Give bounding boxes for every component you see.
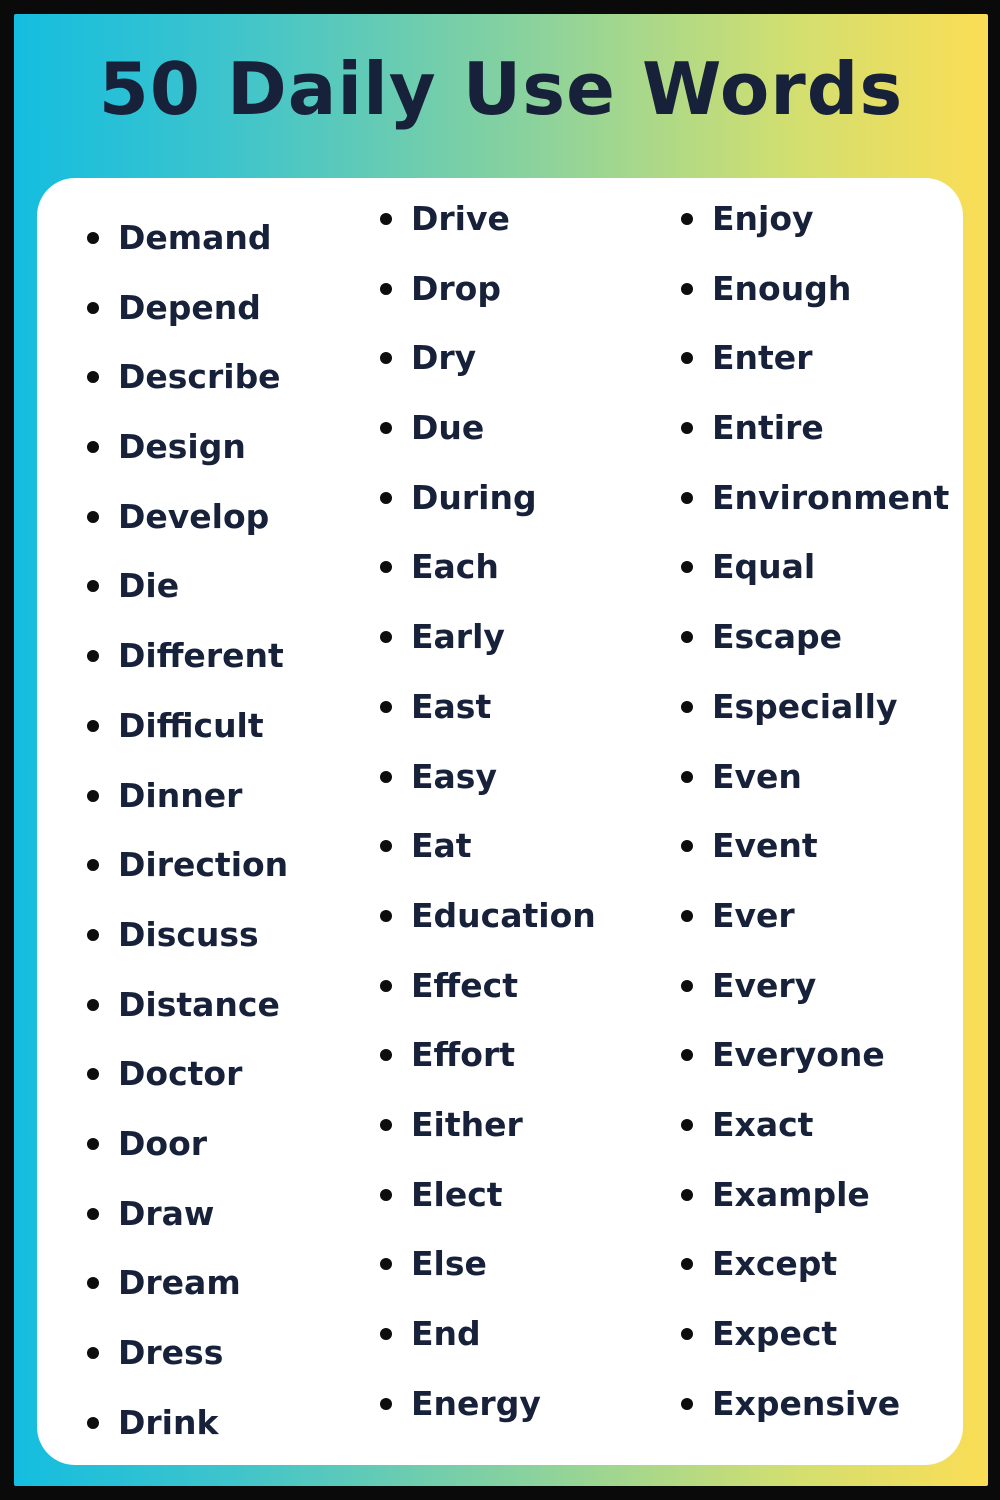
word-text: Drive bbox=[411, 199, 510, 238]
bullet-icon bbox=[380, 631, 392, 643]
bullet-icon bbox=[681, 771, 693, 783]
word-list-item bbox=[380, 896, 596, 966]
word-list-item bbox=[87, 288, 288, 358]
word-text: Every bbox=[712, 965, 817, 1005]
word-list-item bbox=[681, 408, 949, 478]
word-text: Enough bbox=[712, 268, 852, 308]
bullet-icon bbox=[380, 1398, 392, 1410]
word-text: Drink bbox=[118, 1402, 219, 1442]
bullet-icon bbox=[681, 910, 693, 922]
word-list-item bbox=[87, 1263, 288, 1333]
word-list-item bbox=[380, 269, 596, 339]
word-text: Except bbox=[712, 1244, 838, 1284]
word-list-item bbox=[681, 687, 949, 757]
word-list-item bbox=[87, 636, 288, 706]
word-text: Either bbox=[411, 1104, 523, 1144]
bullet-icon bbox=[681, 1049, 693, 1061]
word-text: Ever bbox=[712, 895, 795, 935]
bullet-icon bbox=[87, 859, 99, 871]
word-list-item bbox=[681, 1314, 949, 1384]
bullet-icon bbox=[380, 1049, 392, 1061]
word-text: East bbox=[411, 686, 492, 726]
bullet-icon bbox=[681, 1398, 693, 1410]
word-list-item bbox=[87, 1403, 288, 1473]
word-list-item bbox=[87, 566, 288, 636]
bullet-icon bbox=[681, 492, 693, 504]
word-text: Dry bbox=[411, 338, 477, 378]
bullet-icon bbox=[380, 1119, 392, 1131]
bullet-icon bbox=[87, 1417, 99, 1429]
bullet-icon bbox=[87, 232, 99, 244]
word-list-item bbox=[87, 845, 288, 915]
bullet-icon bbox=[87, 371, 99, 383]
word-list-item bbox=[681, 338, 949, 408]
bullet-icon bbox=[380, 492, 392, 504]
bullet-icon bbox=[681, 840, 693, 852]
bullet-icon bbox=[681, 561, 693, 573]
bullet-icon bbox=[681, 213, 693, 225]
bullet-icon bbox=[380, 283, 392, 295]
bullet-icon bbox=[681, 1189, 693, 1201]
bullet-icon bbox=[380, 213, 392, 225]
word-text: Equal bbox=[712, 547, 816, 587]
word-text: Distance bbox=[118, 984, 280, 1024]
word-text: Event bbox=[712, 826, 818, 866]
word-text: Different bbox=[118, 636, 284, 676]
word-text: Doctor bbox=[118, 1054, 243, 1094]
word-list-item bbox=[380, 199, 596, 269]
bullet-icon bbox=[380, 980, 392, 992]
word-text: Enter bbox=[712, 338, 813, 378]
bullet-icon bbox=[87, 650, 99, 662]
bullet-icon bbox=[380, 352, 392, 364]
word-list-item bbox=[681, 1035, 949, 1105]
word-list-item bbox=[681, 1105, 949, 1175]
word-text: Exact bbox=[712, 1104, 814, 1144]
word-list-item bbox=[380, 1035, 596, 1105]
bullet-icon bbox=[87, 580, 99, 592]
word-list-item bbox=[87, 776, 288, 846]
word-column-3 bbox=[681, 199, 949, 1453]
word-list-item bbox=[87, 427, 288, 497]
word-list-item bbox=[681, 269, 949, 339]
bullet-icon bbox=[87, 720, 99, 732]
word-list-item bbox=[681, 617, 949, 687]
word-text: Easy bbox=[411, 756, 497, 796]
word-list-item bbox=[380, 617, 596, 687]
bullet-icon bbox=[87, 441, 99, 453]
word-text: Effort bbox=[411, 1035, 515, 1075]
word-text: Dress bbox=[118, 1333, 224, 1372]
word-text: Die bbox=[118, 566, 180, 606]
word-text: Early bbox=[411, 617, 505, 657]
word-text: Due bbox=[411, 408, 485, 448]
bullet-icon bbox=[87, 511, 99, 523]
word-text: Dream bbox=[118, 1263, 241, 1303]
word-text: End bbox=[411, 1314, 481, 1353]
word-list-item bbox=[87, 1054, 288, 1124]
word-list-item bbox=[681, 757, 949, 827]
word-list-item bbox=[87, 218, 288, 288]
word-list-item bbox=[87, 1333, 288, 1403]
bullet-icon bbox=[87, 999, 99, 1011]
word-text: Develop bbox=[118, 496, 270, 536]
word-text: Draw bbox=[118, 1193, 215, 1233]
bullet-icon bbox=[87, 1208, 99, 1220]
bullet-icon bbox=[380, 840, 392, 852]
word-list-item bbox=[87, 915, 288, 985]
word-list-item bbox=[380, 1314, 596, 1384]
bullet-icon bbox=[87, 302, 99, 314]
word-text: Drop bbox=[411, 268, 501, 308]
word-text: Especially bbox=[712, 686, 898, 726]
bullet-icon bbox=[87, 1138, 99, 1150]
word-list-item bbox=[681, 199, 949, 269]
bullet-icon bbox=[681, 631, 693, 643]
bullet-icon bbox=[380, 771, 392, 783]
poster-title: 50 Daily Use Words bbox=[98, 47, 904, 131]
word-text: Eat bbox=[411, 826, 472, 866]
word-text: Describe bbox=[118, 357, 281, 397]
word-list-item bbox=[380, 478, 596, 548]
word-text: Enjoy bbox=[712, 199, 814, 238]
word-list-item bbox=[380, 1384, 596, 1454]
poster-background bbox=[14, 14, 988, 1486]
bullet-icon bbox=[87, 1277, 99, 1289]
word-list-item bbox=[380, 408, 596, 478]
bullet-icon bbox=[87, 790, 99, 802]
word-list-item bbox=[380, 757, 596, 827]
word-list-item bbox=[380, 338, 596, 408]
bullet-icon bbox=[681, 701, 693, 713]
word-text: Energy bbox=[411, 1383, 541, 1423]
word-text: Environment bbox=[712, 477, 950, 517]
word-list-item bbox=[380, 687, 596, 757]
word-text: Difficult bbox=[118, 705, 264, 745]
word-column-2 bbox=[380, 199, 596, 1453]
word-text: Elect bbox=[411, 1174, 503, 1214]
word-text: Escape bbox=[712, 617, 843, 657]
word-text: Expensive bbox=[712, 1383, 901, 1423]
word-text: Depend bbox=[118, 287, 261, 327]
bullet-icon bbox=[380, 701, 392, 713]
word-text: During bbox=[411, 477, 537, 517]
bullet-icon bbox=[380, 910, 392, 922]
word-text: Everyone bbox=[712, 1035, 885, 1075]
word-list-item bbox=[380, 1175, 596, 1245]
word-list-item bbox=[681, 1244, 949, 1314]
word-list-item bbox=[87, 497, 288, 567]
bullet-icon bbox=[380, 561, 392, 573]
word-text: Example bbox=[712, 1174, 870, 1214]
bullet-icon bbox=[681, 1119, 693, 1131]
word-text: Even bbox=[712, 756, 802, 796]
word-text: Direction bbox=[118, 845, 289, 885]
bullet-icon bbox=[87, 1068, 99, 1080]
bullet-icon bbox=[87, 1347, 99, 1359]
bullet-icon bbox=[681, 1258, 693, 1270]
word-column-1 bbox=[87, 218, 288, 1472]
word-list-item bbox=[681, 826, 949, 896]
word-list-item bbox=[380, 1105, 596, 1175]
word-list-item bbox=[380, 1244, 596, 1314]
word-list-item bbox=[87, 357, 288, 427]
word-text: Expect bbox=[712, 1314, 838, 1353]
word-list-item bbox=[681, 896, 949, 966]
bullet-icon bbox=[87, 929, 99, 941]
word-text: Dinner bbox=[118, 775, 243, 815]
bullet-icon bbox=[681, 422, 693, 434]
word-list-item bbox=[681, 478, 949, 548]
bullet-icon bbox=[681, 1328, 693, 1340]
word-list-item bbox=[380, 826, 596, 896]
word-text: Demand bbox=[118, 218, 272, 257]
word-list-item bbox=[380, 966, 596, 1036]
word-text: Design bbox=[118, 427, 246, 467]
word-text: Else bbox=[411, 1244, 487, 1284]
word-list-card bbox=[37, 178, 963, 1465]
word-list-item bbox=[87, 1124, 288, 1194]
word-list-item bbox=[681, 1384, 949, 1454]
word-text: Discuss bbox=[118, 914, 259, 954]
word-text: Entire bbox=[712, 408, 824, 448]
bullet-icon bbox=[380, 1189, 392, 1201]
word-list-item bbox=[380, 547, 596, 617]
bullet-icon bbox=[681, 352, 693, 364]
word-list-item bbox=[681, 1175, 949, 1245]
word-text: Door bbox=[118, 1123, 208, 1163]
word-list-item bbox=[681, 966, 949, 1036]
bullet-icon bbox=[380, 1258, 392, 1270]
bullet-icon bbox=[380, 1328, 392, 1340]
word-list-item bbox=[87, 985, 288, 1055]
bullet-icon bbox=[681, 980, 693, 992]
word-text: Effect bbox=[411, 965, 518, 1005]
bullet-icon bbox=[380, 422, 392, 434]
word-list-item bbox=[87, 706, 288, 776]
bullet-icon bbox=[681, 283, 693, 295]
word-text: Education bbox=[411, 895, 596, 935]
word-list-item bbox=[681, 547, 949, 617]
word-text: Each bbox=[411, 547, 499, 587]
word-list-item bbox=[87, 1194, 288, 1264]
